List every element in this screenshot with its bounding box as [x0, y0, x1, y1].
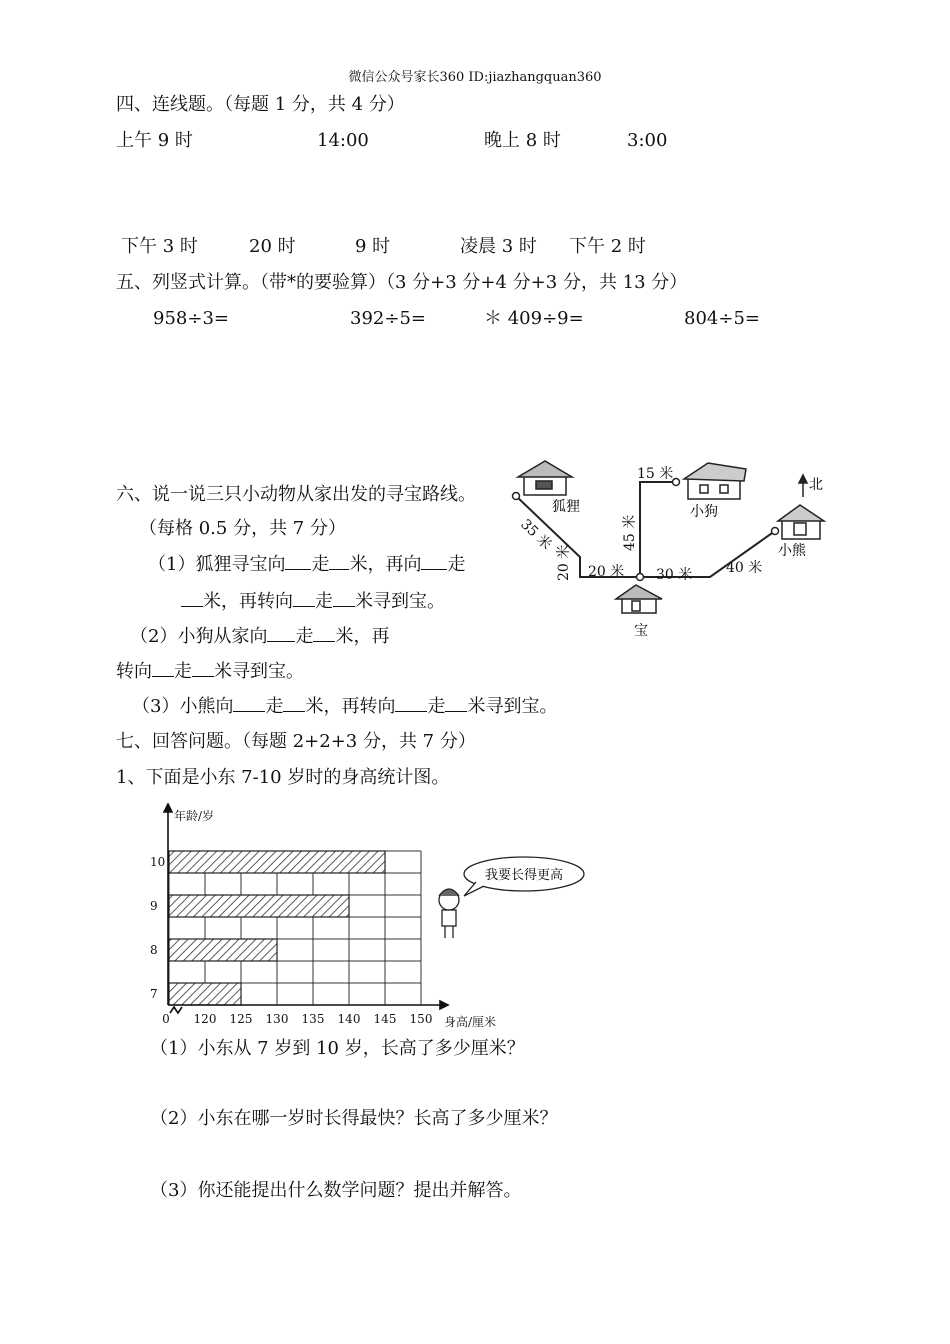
- speech-text: 我要长得更高: [484, 868, 564, 883]
- fox-label: 狐狸: [552, 499, 580, 515]
- y-tick-label: 9: [150, 899, 158, 913]
- distance-label: 40 米: [726, 560, 763, 576]
- sub-question: （2）小东在哪一岁时长得最快？长高了多少厘米？: [150, 1108, 558, 1129]
- treasure-house-icon: [616, 585, 662, 613]
- sub-question: （1）小东从 7 岁到 10 岁，长高了多少厘米？: [150, 1038, 525, 1059]
- y-tick-label: 10: [150, 855, 166, 869]
- fox-question-line2: 米，再转向 走 米寻到宝。: [181, 590, 445, 613]
- match-bottom-item: 20 时: [249, 236, 296, 257]
- match-top-item: 晚上 8 时: [484, 130, 561, 151]
- bear-house-icon: [778, 505, 824, 539]
- distance-label: 20 米: [556, 544, 572, 581]
- bar-7: [169, 983, 241, 1005]
- division-problem: 958÷3=: [153, 308, 229, 329]
- x-tick-label: 135: [301, 1012, 325, 1026]
- bar-9: [169, 895, 349, 917]
- distance-label: 30 米: [656, 567, 693, 583]
- division-problem: 804÷5=: [684, 308, 760, 329]
- treasure-label: 宝: [634, 623, 648, 639]
- bar-8: [169, 939, 277, 961]
- x-tick-label: 125: [229, 1012, 253, 1026]
- x-tick-label: 140: [337, 1012, 361, 1026]
- x-tick-label: 120: [193, 1012, 217, 1026]
- sub-question: （3）你还能提出什么数学问题？提出并解答。: [150, 1180, 522, 1201]
- distance-label: 15 米: [637, 466, 674, 482]
- x-axis-label: 身高/厘米: [444, 1015, 497, 1029]
- dog-question-line1: （2）小狗从家向 走 米，再: [130, 626, 390, 647]
- match-bottom-item: 下午 3 时: [121, 236, 198, 257]
- x-tick-label: 0: [162, 1012, 170, 1026]
- match-top-item: 14:00: [317, 130, 369, 151]
- north-arrow-icon: [799, 475, 807, 497]
- height-chart: [140, 800, 610, 1029]
- division-problem: 392÷5=: [350, 308, 426, 329]
- x-tick-label: 145: [373, 1012, 397, 1026]
- distance-label: 35 米: [517, 516, 555, 554]
- distance-label: 45 米: [622, 514, 638, 551]
- section-4-title: 四、连线题。（每题 1 分，共 4 分）: [116, 94, 405, 115]
- dog-label: 小狗: [690, 504, 718, 520]
- x-tick-label: 150: [409, 1012, 433, 1026]
- x-tick-label: 130: [265, 1012, 289, 1026]
- section-6-note: （每格 0.5 分，共 7 分）: [139, 518, 346, 539]
- x-axis-arrow: [440, 1001, 448, 1009]
- fox-question-line1: （1）狐狸寻宝向 走 米，再向 走: [148, 554, 466, 575]
- y-tick-label: 8: [150, 943, 158, 957]
- y-tick-label: 7: [150, 987, 158, 1001]
- match-bottom-item: 下午 2 时: [569, 236, 646, 257]
- match-top-item: 上午 9 时: [116, 130, 193, 151]
- fox-house-icon: [518, 461, 572, 495]
- match-bottom-item: 9 时: [355, 236, 391, 257]
- match-bottom-item: 凌晨 3 时: [460, 236, 537, 257]
- page-header: 微信公众号家长360 ID:jiazhangquan360: [348, 70, 602, 85]
- y-axis-arrow: [164, 804, 172, 812]
- distance-label: 20 米: [588, 564, 625, 580]
- north-label: 北: [809, 477, 823, 493]
- y-axis-label: 年龄/岁: [174, 809, 215, 823]
- question-intro: 1、下面是小东 7-10 岁时的身高统计图。: [116, 767, 450, 788]
- dog-route: [640, 482, 676, 577]
- match-top-item: 3:00: [627, 130, 668, 151]
- bar-10: [169, 851, 385, 873]
- boy-icon: [439, 889, 459, 938]
- dog-house-icon: [684, 463, 746, 499]
- dog-question-line2: 转向 走 米寻到宝。: [116, 661, 304, 682]
- axis-break-icon: [170, 1007, 182, 1013]
- bear-label: 小熊: [778, 543, 806, 559]
- treasure-map: [500, 455, 840, 645]
- division-problem: ＊ 409÷9=: [484, 308, 584, 329]
- section-7-title: 七、回答问题。（每题 2+2+3 分，共 7 分）: [116, 731, 476, 752]
- bear-question: （3）小熊向 走 米，再转向 走 米寻到宝。: [132, 696, 558, 717]
- section-5-title: 五、列竖式计算。（带*的要验算）（3 分+3 分+4 分+3 分，共 13 分）: [116, 272, 688, 293]
- section-6-title: 六、说一说三只小动物从家出发的寻宝路线。: [116, 484, 476, 505]
